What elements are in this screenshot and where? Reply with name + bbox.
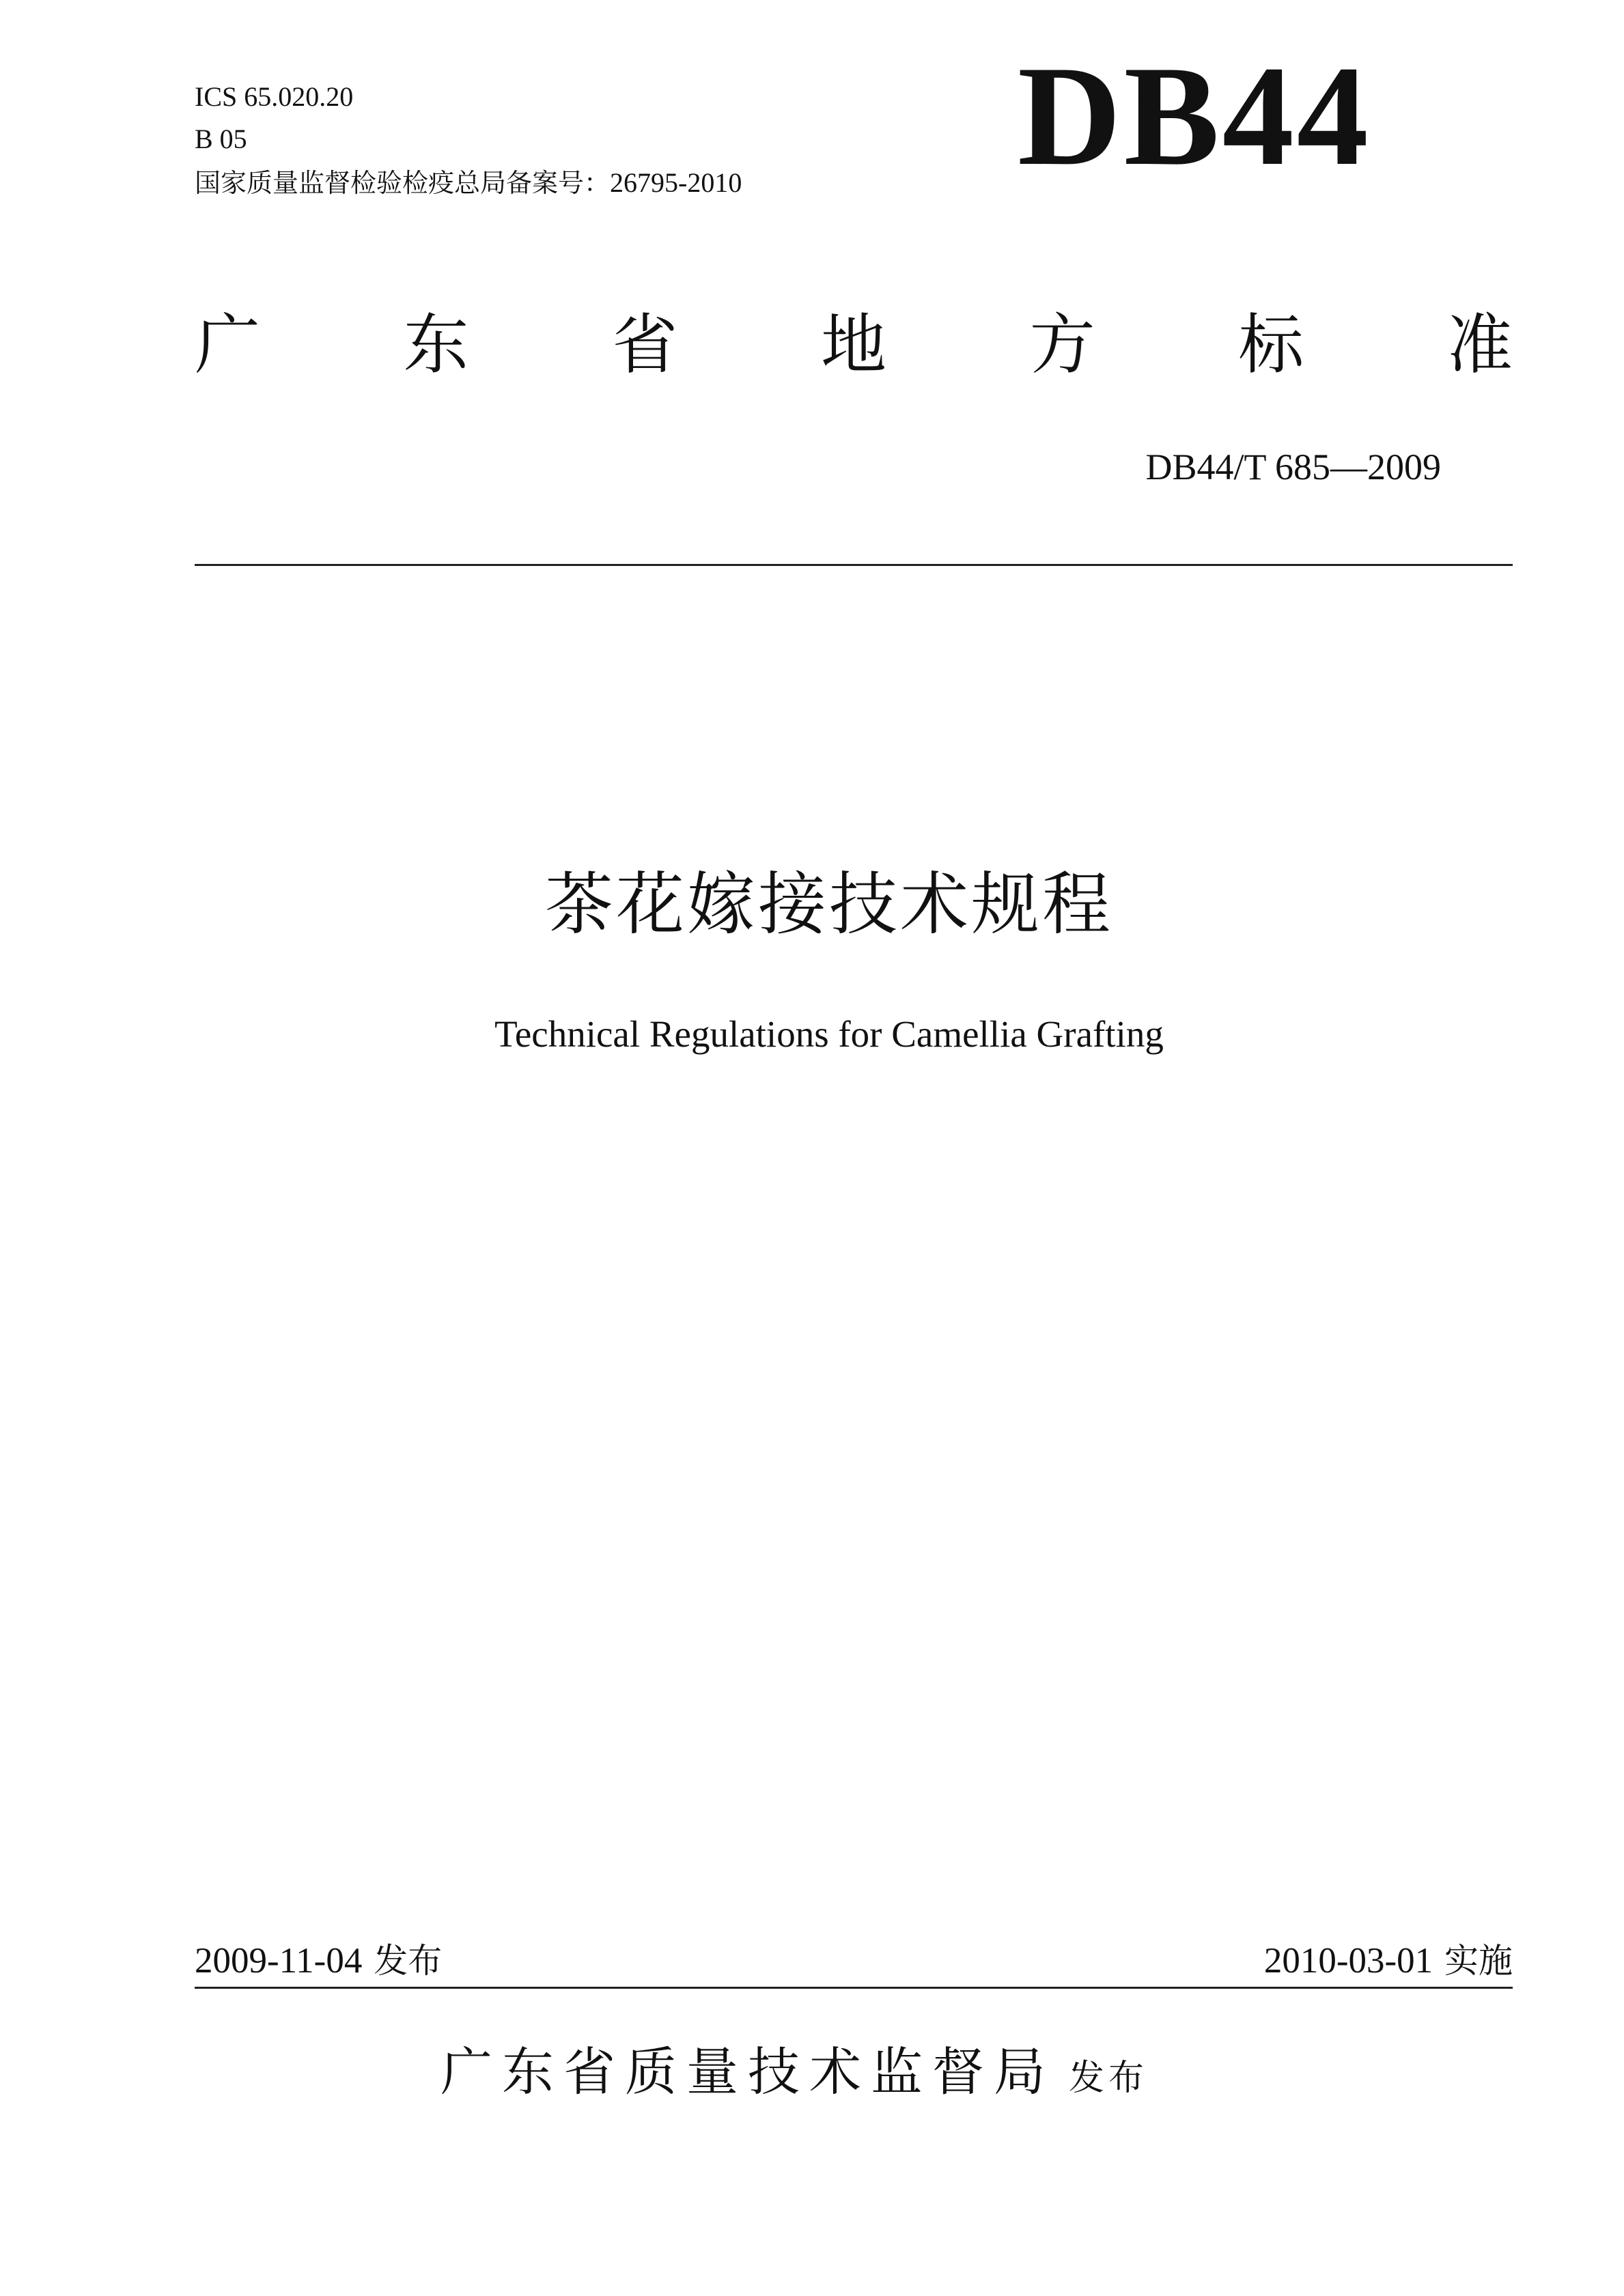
bottom-divider [195, 1987, 1513, 1989]
implement-date: 2010-03-01 [1263, 1941, 1433, 1981]
ccs-code: B 05 [195, 124, 247, 154]
document-title-english: Technical Regulations for Camellia Grafting [494, 1013, 1164, 1055]
record-label: 国家质量监督检验检疫总局备案号： [195, 168, 611, 198]
record-number-value: 26795-2010 [610, 167, 742, 198]
record-number [195, 167, 742, 199]
db44-logo: DB44 [1018, 37, 1371, 195]
implement-date-line [1264, 1939, 1513, 1983]
issue-label: 发布 [374, 1941, 443, 1981]
ics-code: ICS 65.020.20 [195, 81, 354, 112]
document-title-chinese: 茶花嫁接技术规程 [545, 864, 1113, 944]
implement-label: 实施 [1444, 1941, 1513, 1981]
standard-type-char: 地 [820, 307, 886, 383]
standard-type-char: 省 [612, 307, 678, 383]
standard-type-char: 准 [1446, 307, 1513, 383]
issue-date-line [195, 1939, 442, 1983]
top-divider [195, 564, 1513, 566]
standard-type-heading [195, 300, 1513, 389]
standard-type-char: 东 [403, 307, 469, 383]
issue-date: 2009-11-04 [195, 1941, 363, 1981]
standard-type-char: 标 [1238, 307, 1304, 383]
publisher-organization: 广东省质量技术监督局 [440, 2041, 1055, 2102]
publisher-line [440, 2038, 1148, 2112]
publisher-action: 发布 [1069, 2058, 1149, 2099]
standard-type-char: 广 [195, 307, 260, 383]
standard-code: DB44/T 685—2009 [1145, 447, 1441, 487]
standard-type-char: 方 [1029, 307, 1095, 383]
